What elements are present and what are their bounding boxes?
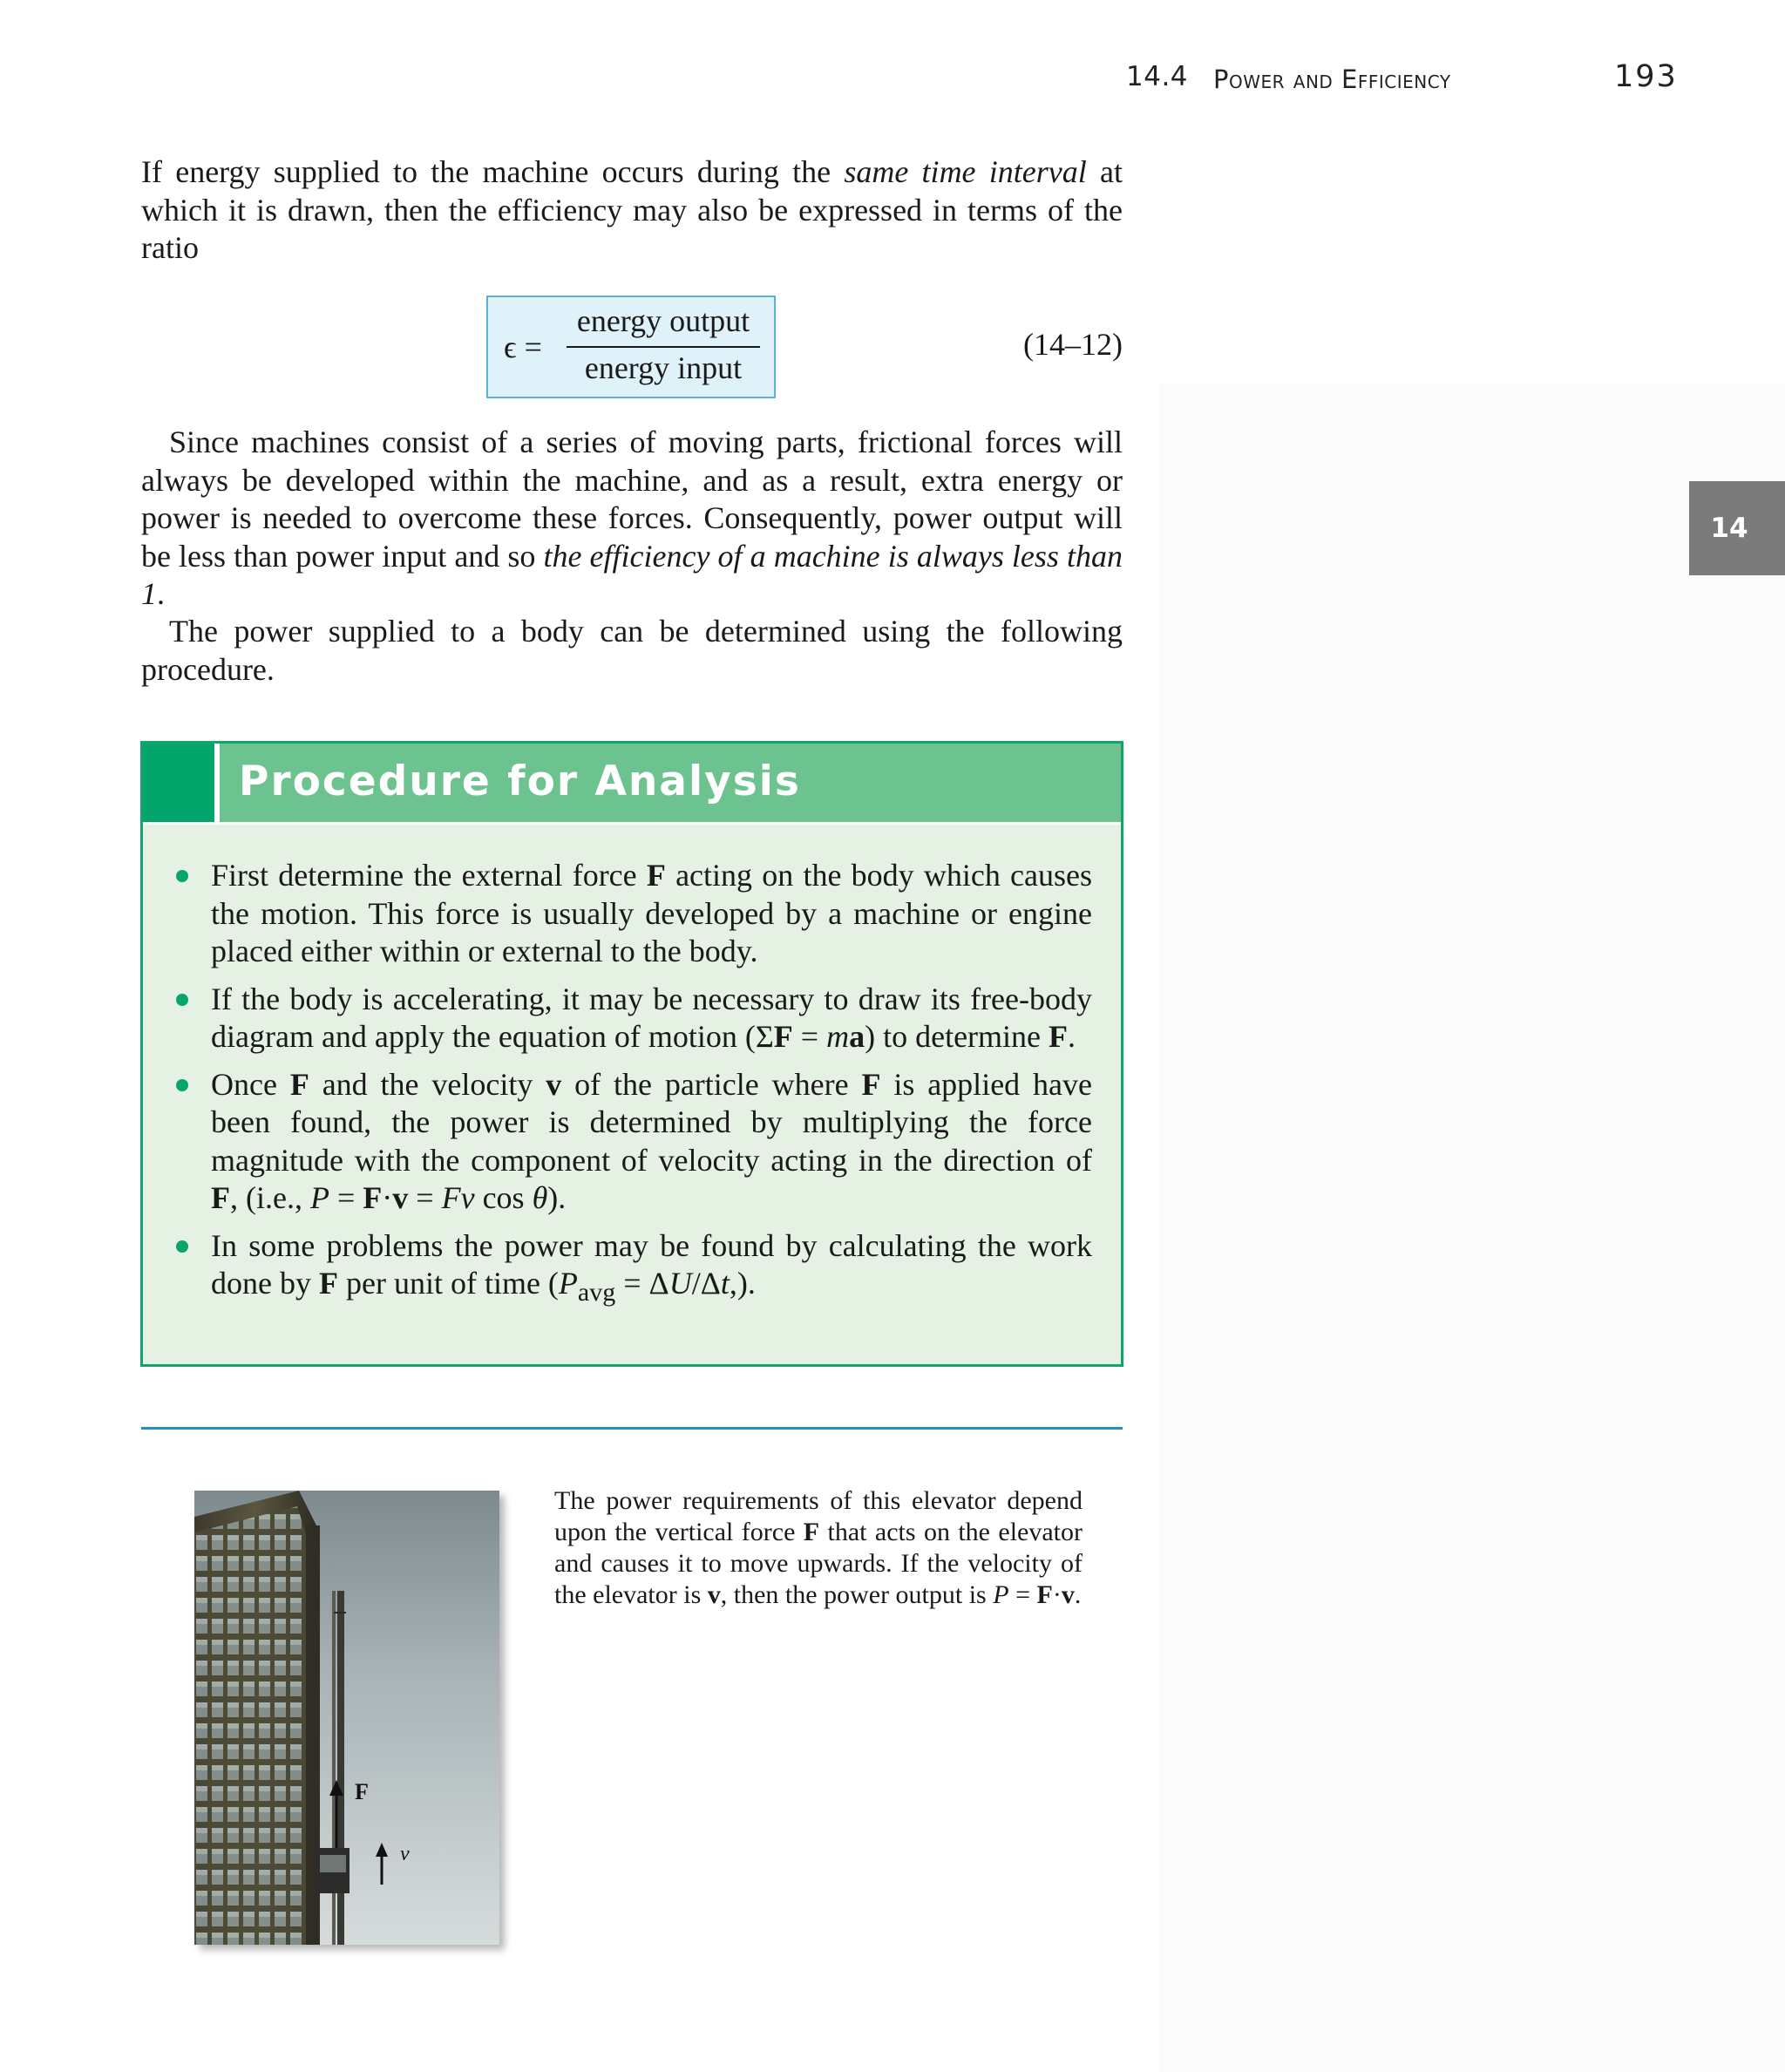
step-4-time-symbol: t — [720, 1266, 730, 1301]
procedure-header-rule — [143, 822, 1121, 825]
force-label: F — [355, 1779, 369, 1804]
step-3-force-symbol: F — [289, 1066, 309, 1102]
caption-force-symbol-2: F — [1036, 1580, 1053, 1609]
paragraph-1-text-b: at which it is drawn, then the efficiency may also be expressed in terms of the ratio — [141, 154, 1123, 265]
step-3-text-c: of the particle where — [561, 1066, 862, 1102]
step-3-text-b: and the velocity — [309, 1066, 546, 1102]
caption-velocity-symbol-2: v — [1061, 1580, 1075, 1609]
section-rule — [141, 1427, 1123, 1430]
procedure-title: Procedure for Analysis — [239, 757, 801, 805]
paragraph-3: The power supplied to a body can be determined using the following procedure. — [141, 614, 1123, 687]
step-3-velocity-symbol-2: v — [392, 1180, 409, 1215]
step-4-per-delta: /Δ — [691, 1266, 721, 1301]
efficiency-equation-box — [486, 296, 776, 398]
step-2-text-c: . — [1068, 1019, 1076, 1054]
step-2-text-b: ) to determine — [865, 1019, 1049, 1054]
chapter-tab — [1689, 481, 1785, 575]
procedure-step-1 — [143, 857, 1121, 971]
step-4-force-symbol: F — [318, 1266, 338, 1301]
caption-text-e: . — [1074, 1580, 1082, 1609]
step-3-cos: cos — [474, 1180, 533, 1215]
step-3-text-e: , (i.e., — [230, 1180, 310, 1215]
step-2-force-symbol-2: F — [1049, 1019, 1069, 1054]
caption-text-b: that acts on the elevator and causes it to move upwards. If the velocity of the elevator is — [554, 1518, 1083, 1609]
caption-text-a: The power requirements of this elevator depend upon the vertical force — [554, 1486, 1083, 1546]
procedure-header-accent — [143, 744, 214, 822]
step-3-power-symbol: P — [309, 1180, 329, 1215]
fraction-bar — [567, 346, 760, 348]
procedure-step-1-text — [211, 857, 1092, 971]
paragraph-1-text-a: If energy supplied to the machine occurs during the — [141, 154, 845, 189]
step-1-force-symbol: F — [646, 858, 666, 893]
step-4-avg-subscript: avg — [577, 1278, 616, 1308]
step-3-force-symbol-2: F — [861, 1066, 881, 1102]
step-4-equals-delta: = Δ — [615, 1266, 669, 1301]
step-2-force-symbol: F — [773, 1019, 793, 1054]
caption-text-c: , then the power output is — [720, 1580, 994, 1609]
step-3-velocity-symbol: v — [546, 1066, 562, 1102]
caption-velocity-symbol: v — [707, 1580, 721, 1609]
step-4-work-symbol: U — [669, 1266, 692, 1301]
step-2-acceleration-symbol: a — [849, 1019, 865, 1054]
bullet-icon — [176, 994, 188, 1006]
procedure-step-4 — [143, 1227, 1121, 1312]
step-3-force-symbol-4: F — [363, 1180, 383, 1215]
margin-band — [1159, 384, 1785, 2072]
step-4-text-a: In some problems the power may be found by calculating the work done by — [211, 1227, 1092, 1301]
paragraph-1-emphasis: same time interval — [844, 154, 1087, 189]
step-3-text-d: is applied have been found, the power is determined by multiplying the force magnitude with the component of velocity acting in the direction of — [211, 1066, 1092, 1178]
paragraph-1 — [141, 153, 1123, 268]
running-head — [0, 61, 1785, 105]
step-3-force-symbol-3: F — [211, 1180, 230, 1215]
section-title: Power and Efficiency — [1213, 65, 1451, 94]
equation-numerator: energy output — [576, 303, 750, 338]
step-3-text-i: ). — [547, 1180, 567, 1215]
step-4-power-symbol: P — [558, 1266, 578, 1301]
velocity-label: v — [400, 1843, 410, 1865]
bullet-icon — [176, 870, 188, 882]
caption-force-symbol: F — [803, 1518, 820, 1546]
step-2-mass-symbol: m — [826, 1019, 850, 1054]
procedure-box — [140, 741, 1123, 1367]
step-3-text-a: Once — [211, 1066, 290, 1102]
step-3-force-velocity-product: Fv — [441, 1180, 475, 1215]
section-number: 14.4 — [1126, 61, 1189, 92]
page-number: 193 — [1614, 59, 1678, 94]
bullet-icon — [176, 1079, 188, 1091]
step-4-text-b: per unit of time ( — [337, 1266, 559, 1301]
paragraph-2-text-b: . — [157, 576, 165, 611]
equation-denominator: energy input — [584, 350, 743, 385]
procedure-step-2-text — [211, 981, 1092, 1056]
procedure-header-divider — [214, 744, 220, 822]
step-3-equals-2: = — [408, 1180, 442, 1215]
elevator-photo — [194, 1491, 499, 1945]
caption-dot-operator: · — [1052, 1580, 1062, 1609]
bullet-icon — [176, 1240, 188, 1253]
step-3-equals-1: = — [329, 1180, 363, 1215]
step-2-text-a: If the body is accelerating, it may be necessary to draw its free-body diagram and apply the equation of motion (Σ — [211, 981, 1092, 1054]
equation-number: (14–12) — [1023, 327, 1123, 362]
equation-lhs: ϵ = — [504, 329, 542, 364]
procedure-step-3 — [143, 1066, 1121, 1218]
paragraph-2-text-a: Since machines consist of a series of moving parts, frictional forces will always be developed within the machine, and as a result, extra energy or power is needed to overcome these forces. Consequently, power output will be less than power input and so — [141, 425, 1123, 574]
step-3-theta-symbol: θ — [532, 1180, 548, 1215]
step-1-text-b: acting on the body which causes the motion. This force is usually developed by a machine or engine placed either within or external to the body. — [211, 858, 1093, 968]
caption-equals: = — [1008, 1580, 1037, 1609]
procedure-list — [143, 857, 1121, 1321]
step-3-dot-operator: · — [382, 1180, 393, 1215]
step-2-equals: = — [792, 1019, 827, 1054]
paragraph-2 — [141, 424, 1123, 614]
procedure-step-2 — [143, 981, 1121, 1056]
procedure-step-4-text — [211, 1227, 1092, 1312]
figure-caption — [554, 1485, 1083, 1611]
chapter-tab-label: 14 — [1710, 513, 1748, 544]
caption-power-symbol: P — [993, 1580, 1009, 1609]
step-1-text-a: First determine the external force — [211, 858, 647, 893]
paragraph-2-emphasis: the efficiency of a machine is always less than 1 — [141, 538, 1123, 611]
procedure-step-3-text — [211, 1066, 1092, 1218]
step-4-text-e: ,). — [729, 1266, 756, 1301]
